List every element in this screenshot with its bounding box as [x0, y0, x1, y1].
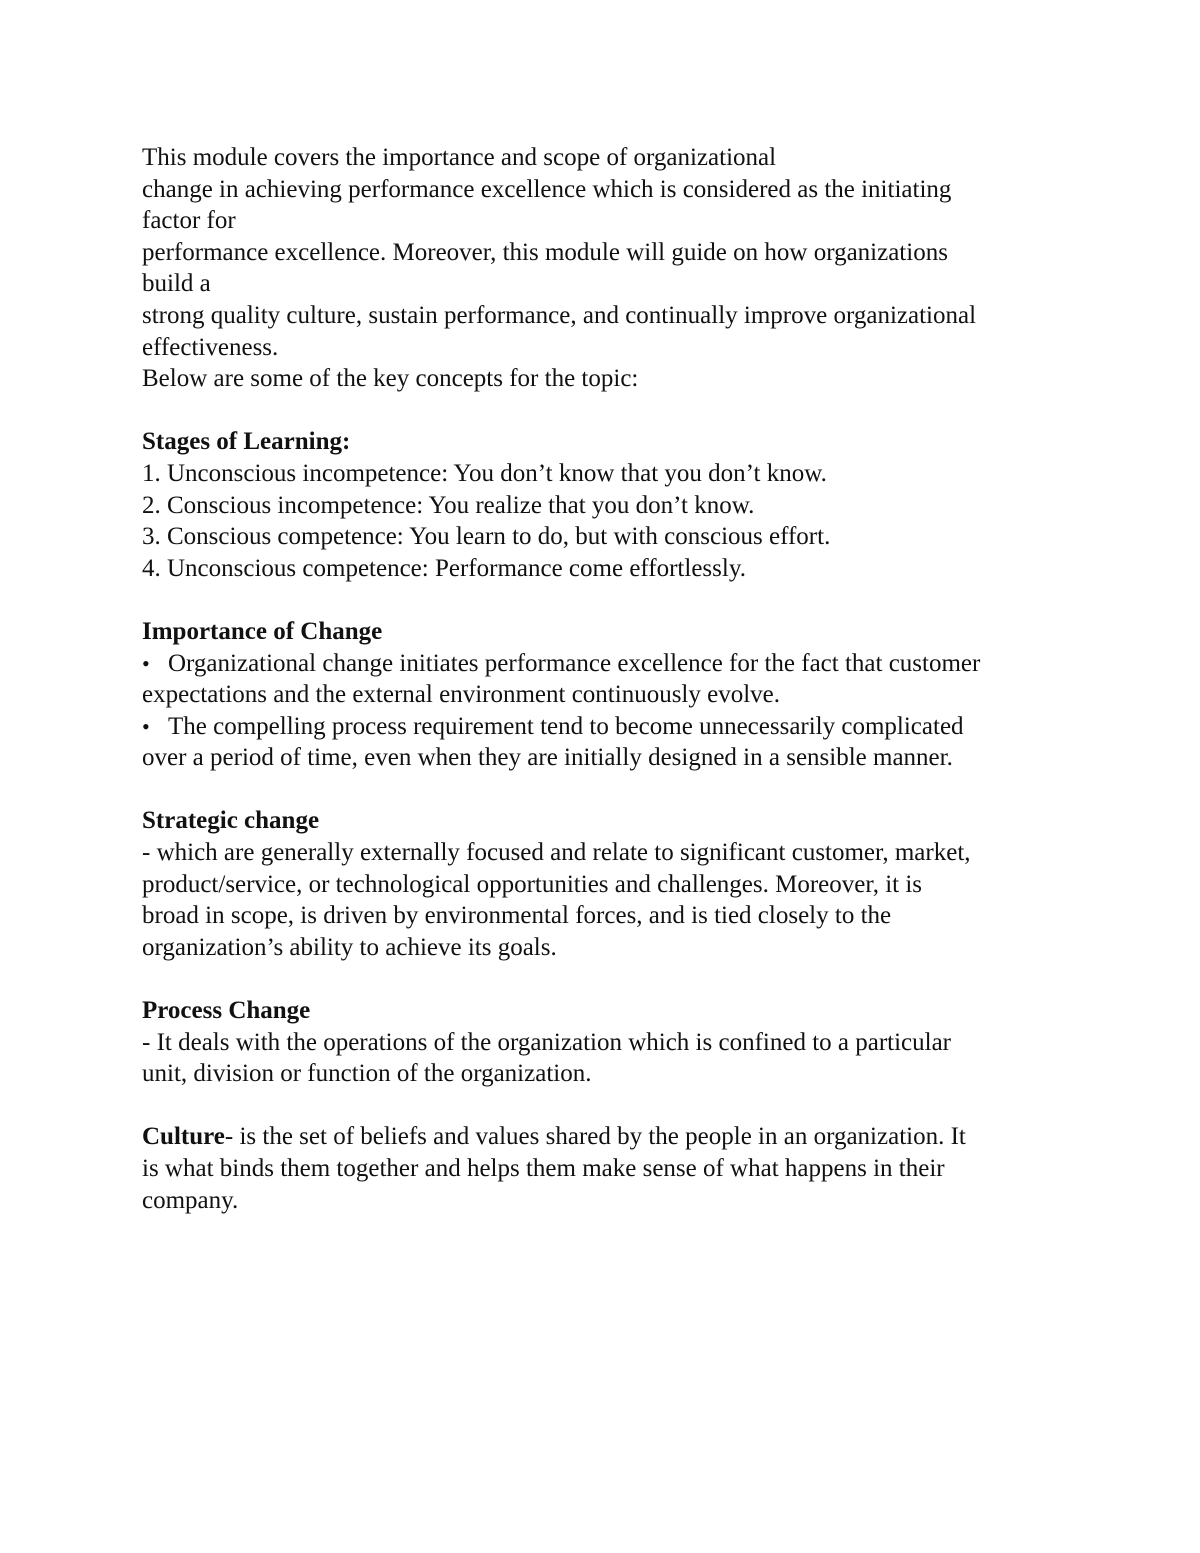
blank-line [142, 963, 1082, 995]
importance-section [142, 616, 1082, 774]
section-heading-stages: Stages of Learning: [142, 428, 351, 456]
intro-line: Below are some of the key concepts for the topic: [142, 365, 639, 393]
bullet-item [142, 711, 1082, 743]
bullet-text: Organizational change initiates performance excellence for the fact that customer [168, 649, 981, 677]
intro-paragraph [142, 142, 1082, 395]
bullet-icon: • [142, 713, 150, 739]
stage-item: 1. Unconscious incompetence: You don’t know that you don’t know. [142, 459, 827, 487]
culture-section [142, 1121, 1082, 1216]
bullet-item [142, 648, 1082, 680]
bullet-continuation: over a period of time, even when they are initially designed in a sensible manner. [142, 744, 953, 772]
section-heading-importance: Importance of Change [142, 617, 383, 645]
culture-term: Culture [142, 1123, 225, 1151]
strategic-line: product/service, or technological opportunities and challenges. Moreover, it is [142, 870, 923, 898]
section-heading-strategic: Strategic change [142, 807, 320, 835]
document-page [142, 142, 1082, 1216]
intro-line: factor for [142, 207, 236, 235]
intro-line: build a [142, 270, 211, 298]
strategic-line: - which are generally externally focused and relate to significant customer, market, [142, 839, 971, 867]
blank-line [142, 774, 1082, 806]
intro-line: strong quality culture, sustain performance, and continually improve organizational [142, 301, 977, 329]
strategic-line: organization’s ability to achieve its goals. [142, 933, 557, 961]
culture-line: is what binds them together and helps them make sense of what happens in their [142, 1155, 945, 1182]
bullet-icon: • [142, 650, 150, 676]
intro-line: performance excellence. Moreover, this module will guide on how organizations [142, 238, 948, 266]
culture-first-line [142, 1121, 1082, 1153]
blank-line [142, 1090, 1082, 1122]
stage-item: 3. Conscious competence: You learn to do, but with conscious effort. [142, 523, 831, 551]
section-heading-process: Process Change [142, 997, 311, 1025]
process-line: unit, division or function of the organization. [142, 1060, 592, 1088]
strategic-line: broad in scope, is driven by environmental forces, and is tied closely to the [142, 902, 892, 930]
bullet-text: The compelling process requirement tend to become unnecessarily complicated [168, 712, 964, 740]
stages-section [142, 426, 1082, 584]
culture-line: company. [142, 1186, 239, 1214]
intro-line: effectiveness. [142, 333, 279, 361]
process-section [142, 995, 1082, 1090]
intro-line: change in achieving performance excellence which is considered as the initiating [142, 175, 952, 203]
intro-line: This module covers the importance and scope of organizational [142, 144, 777, 171]
stage-item: 4. Unconscious competence: Performance come effortlessly. [142, 554, 746, 582]
blank-line [142, 395, 1082, 427]
culture-definition: - is the set of beliefs and values shared by the people in an organization. It [224, 1123, 966, 1151]
process-line: - It deals with the operations of the organization which is confined to a particular [142, 1028, 952, 1056]
strategic-section [142, 805, 1082, 963]
blank-line [142, 584, 1082, 616]
bullet-continuation: expectations and the external environment continuously evolve. [142, 681, 781, 709]
stage-item: 2. Conscious incompetence: You realize that you don’t know. [142, 491, 755, 519]
